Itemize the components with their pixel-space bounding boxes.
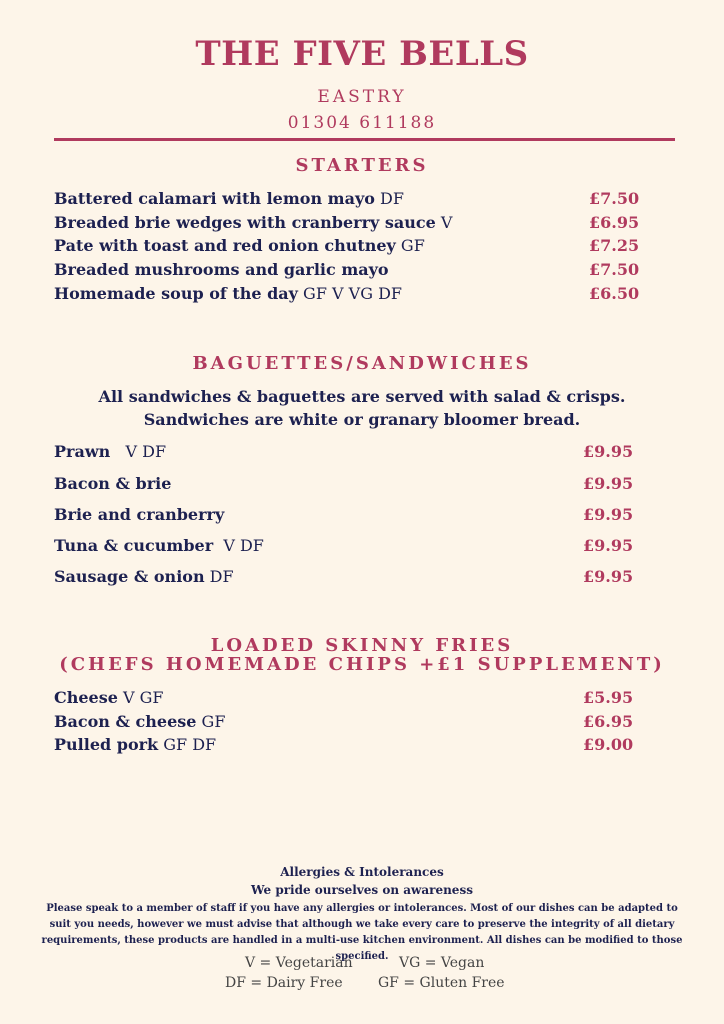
key-vegetarian: V = Vegetarian [245, 955, 353, 971]
item-price: £9.95 [583, 442, 634, 461]
section-subtitle-fries: (CHEFS HOMEMADE CHIPS +£1 SUPPLEMENT) [59, 654, 665, 675]
item-name: Bacon & cheese [54, 712, 197, 731]
item-tags: GF DF [158, 735, 217, 754]
menu-item [54, 712, 225, 731]
item-name: Brie and cranberry [54, 505, 225, 524]
item-tags: V DF [110, 442, 167, 461]
item-name: Pulled pork [54, 735, 159, 754]
item-tags: GF [196, 712, 226, 731]
menu-item [54, 505, 224, 524]
key-gluten-free: GF = Gluten Free [378, 975, 505, 991]
menu-item [54, 260, 389, 279]
item-tags: GF V VG DF [297, 284, 402, 303]
menu-item [54, 284, 402, 303]
baguettes-note-line1: All sandwiches & baguettes are served with salad & crisps. [98, 387, 626, 406]
allergies-body: Please speak to a member of staff if you have any allergies or intolerances. Most of our dishes can be adapted to suit you needs, however we must advise that although we take every care to preserve the integrity of all dietary requirements, these products are handled in a multi-use kitchen environment. All dishes can be modified to those specified. [41, 903, 683, 962]
item-name: Homemade soup of the day [54, 284, 298, 303]
baguettes-note-line2: Sandwiches are white or granary bloomer bread. [143, 410, 581, 429]
item-price: £7.50 [589, 260, 640, 279]
item-name: Bacon & brie [54, 474, 172, 493]
menu-item [54, 442, 166, 461]
allergies-heading: Allergies & Intolerances [280, 865, 444, 879]
restaurant-phone: 01304 611188 [287, 113, 437, 133]
menu-item [54, 536, 264, 555]
menu-item [54, 236, 425, 255]
item-price: £6.95 [589, 213, 640, 232]
item-tags: V DF [213, 536, 264, 555]
item-name: Battered calamari with lemon mayo [54, 189, 375, 208]
section-title-baguettes: BAGUETTES/SANDWICHES [192, 353, 532, 374]
item-tags: DF [374, 189, 404, 208]
item-price: £6.95 [583, 712, 634, 731]
restaurant-location: EASTRY [317, 87, 407, 107]
item-price: £9.95 [583, 505, 634, 524]
item-name: Cheese [54, 688, 118, 707]
item-price: £9.95 [583, 536, 634, 555]
item-name: Prawn [54, 442, 111, 461]
header-divider [54, 138, 675, 141]
menu-item [54, 474, 171, 493]
menu-item [54, 735, 216, 754]
item-tags: V GF [117, 688, 164, 707]
key-dairy-free: DF = Dairy Free [225, 975, 343, 991]
item-price: £6.50 [589, 284, 640, 303]
item-tags: DF [204, 567, 234, 586]
menu-item [54, 189, 404, 208]
item-name: Sausage & onion [54, 567, 205, 586]
item-name: Breaded brie wedges with cranberry sauce [54, 213, 436, 232]
menu-item [54, 213, 452, 232]
menu-item [54, 567, 234, 586]
item-price: £9.00 [583, 735, 634, 754]
allergies-subheading: We pride ourselves on awareness [251, 883, 473, 897]
section-title-fries: LOADED SKINNY FRIES [210, 635, 514, 656]
item-price: £7.25 [589, 236, 640, 255]
item-name: Breaded mushrooms and garlic mayo [54, 260, 389, 279]
item-price: £9.95 [583, 567, 634, 586]
item-tags: GF [395, 236, 425, 255]
restaurant-title: THE FIVE BELLS [195, 34, 529, 74]
item-price: £9.95 [583, 474, 634, 493]
key-vegan: VG = Vegan [399, 955, 485, 971]
item-name: Tuna & cucumber [54, 536, 214, 555]
item-tags: V [435, 213, 453, 232]
menu-item [54, 688, 164, 707]
item-price: £7.50 [589, 189, 640, 208]
section-title-starters: STARTERS [295, 155, 429, 176]
item-name: Pate with toast and red onion chutney [54, 236, 396, 255]
item-price: £5.95 [583, 688, 634, 707]
